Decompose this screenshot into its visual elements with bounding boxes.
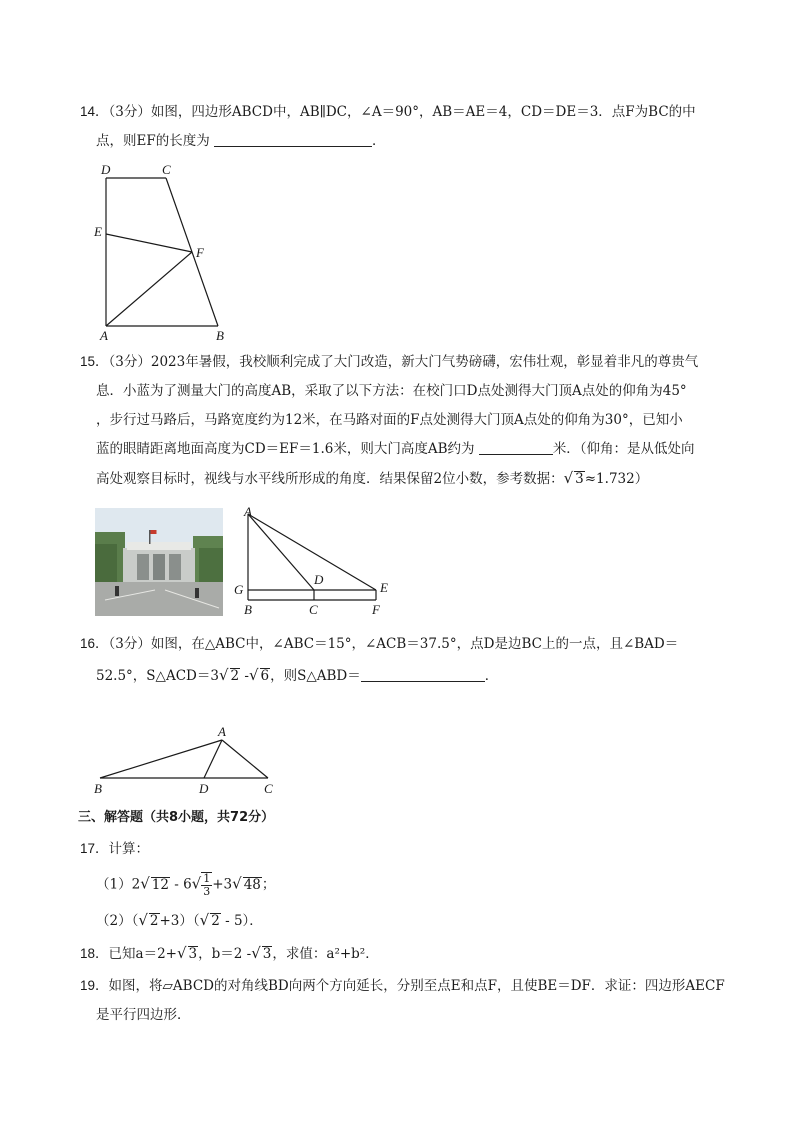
q16-text2c: ． — [484, 668, 499, 684]
q16-minus: - — [240, 668, 249, 684]
q18-line: 18．已知a＝2+√ 3，b＝2 -√ 3，求值：a²+b²． — [80, 944, 379, 962]
q17-frac-den: 3 — [203, 885, 211, 898]
q17-sqrt-12: 12 — [151, 876, 169, 893]
q15-label-C: C — [309, 602, 318, 617]
q17-p1-plus: +3 — [212, 876, 233, 893]
q15-label-E: E — [380, 580, 388, 595]
q16-answer-blank[interactable] — [361, 667, 485, 682]
q15-line1 — [80, 353, 698, 371]
q15-line2: 息．小蓝为了测量大门的高度AB，采取了以下方法：在校门口D点处测得大门顶A点处的仰角为45° — [96, 383, 687, 399]
q15-label-A: A — [244, 504, 252, 519]
q16-sqrt-2: 2 — [230, 668, 240, 684]
q19-line2: 是平行四边形． — [96, 1007, 191, 1023]
q14-label-A: A — [100, 328, 108, 342]
q14-label-F: F — [196, 245, 204, 260]
q15-text1: 2023年暑假，我校顺利完成了大门改造，新大门气势磅礴，宏伟壮观，彰显着非凡的尊贵气 — [150, 354, 699, 370]
q16-label-A: A — [218, 724, 226, 739]
q15-line5: 高处观察目标时，视线与水平线所形成的角度．结果保留2位小数，参考数据：√ 3≈1.732） — [96, 469, 649, 487]
q18-text-a: 已知a＝2+ — [108, 946, 177, 962]
q14-score: （3分） — [108, 104, 151, 120]
q14-label-B: B — [216, 328, 224, 342]
q18-sqrt-3a: 3 — [188, 946, 198, 962]
q16-score: （3分） — [108, 636, 151, 652]
q14-answer-blank[interactable] — [214, 132, 372, 147]
q15-label-F: F — [372, 602, 380, 617]
q14-number: 14． — [80, 104, 109, 119]
q14-text1: 如图，四边形ABCD中，AB∥DC，∠A＝90°，AB＝AE＝4，CD＝DE＝3．点F为BC的中 — [150, 104, 696, 120]
q16-number: 16． — [80, 636, 109, 651]
q15-text5b: ≈1.732） — [584, 471, 649, 487]
q17-p2-sqrt-2b: 2 — [211, 913, 220, 929]
q15-text5a: 高处观察目标时，视线与水平线所形成的角度．结果保留2位小数，参考数据： — [96, 471, 564, 487]
q17-title: 计算： — [108, 841, 150, 857]
q14-label-D: D — [101, 162, 111, 177]
q19-number: 19． — [80, 978, 109, 993]
q19-text1: 如图，将▱ABCD的对角线BD向两个方向延长，分别至点E和点F，且使BE＝DF．求证：四边形AECF — [108, 978, 725, 994]
q15-label-D: D — [314, 572, 324, 587]
q18-text-c: ，求值：a²+b²． — [272, 946, 379, 962]
q16-label-B: B — [94, 781, 102, 796]
q15-label-B: B — [244, 602, 252, 617]
q17-frac-num: 1 — [203, 872, 211, 885]
q14-figure — [88, 160, 238, 342]
q14-text2b: ． — [372, 133, 386, 149]
q17-line-title — [80, 840, 149, 858]
q15-label-G: G — [234, 582, 244, 597]
q15-text4b: 米．（仰角：是从低处向 — [552, 441, 695, 457]
q18-text-b: ，b＝2 - — [198, 946, 252, 962]
q15-number: 15． — [80, 354, 109, 369]
q17-p2-end: - 5）． — [220, 913, 263, 929]
q17-p2-sqrt-2a: 2 — [149, 913, 159, 929]
q17-sqrt-48: 48 — [243, 876, 261, 893]
q15-sqrt-3: 3 — [575, 471, 584, 487]
q17-part2: （2）（√ 2+3）（√ 2 - 5）． — [96, 911, 263, 929]
q16-sqrt-6: 6 — [260, 668, 270, 684]
q17-p1-label: （1）2 — [96, 876, 141, 893]
q14-label-E: E — [94, 224, 102, 239]
q16-line1 — [80, 635, 678, 653]
school-gate-image — [95, 508, 223, 616]
q16-figure — [88, 722, 288, 798]
q17-part1: （1）2√ 12 - 6√ $\frac{1}{3}$ +3√ 48； — [96, 872, 276, 898]
q14-line1 — [80, 103, 696, 121]
q17-fraction — [201, 872, 212, 898]
q19-line1 — [80, 977, 725, 995]
q16-text2a: 52.5°，S△ACD＝3 — [96, 668, 219, 684]
q16-text2b: ，则S△ABD＝ — [270, 668, 361, 684]
q14-label-C: C — [162, 162, 171, 177]
q16-label-C: C — [264, 781, 273, 796]
q14-line2 — [96, 132, 386, 150]
q18-number: 18． — [80, 946, 109, 961]
q15-figure — [228, 502, 398, 620]
q17-p1-end: ； — [261, 876, 276, 893]
school-gate-photo — [95, 508, 223, 616]
q15-line3: ，步行过马路后，马路宽度约为12米，在马路对面的F点处测得大门顶A点处的仰角为30°，已知小 — [96, 412, 683, 428]
q14-text2a: 点，则EF的长度为 — [96, 133, 210, 149]
q15-score: （3分） — [108, 354, 151, 370]
q18-sqrt-3b: 3 — [262, 946, 272, 962]
q17-number: 17． — [80, 841, 109, 856]
q17-p2-mid: +3）（ — [159, 913, 200, 929]
q16-line2: 52.5°，S△ACD＝3√ 2 -√ 6，则S△ABD＝ ． — [96, 666, 499, 684]
q17-p2-label: （2）（ — [96, 913, 139, 929]
section-3-heading: 三、解答题（共8小题，共72分） — [78, 810, 275, 825]
q15-text4a: 蓝的眼睛距离地面高度为CD＝EF＝1.6米，则大门高度AB约为 — [96, 441, 475, 457]
q16-text1: 如图，在△ABC中，∠ABC＝15°，∠ACB＝37.5°，点D是边BC上的一点，且∠BAD＝ — [150, 636, 679, 652]
q15-line4 — [96, 440, 695, 458]
q15-answer-blank[interactable] — [479, 440, 553, 455]
q17-p1-minus: - 6 — [169, 876, 192, 893]
q16-label-D: D — [199, 781, 209, 796]
